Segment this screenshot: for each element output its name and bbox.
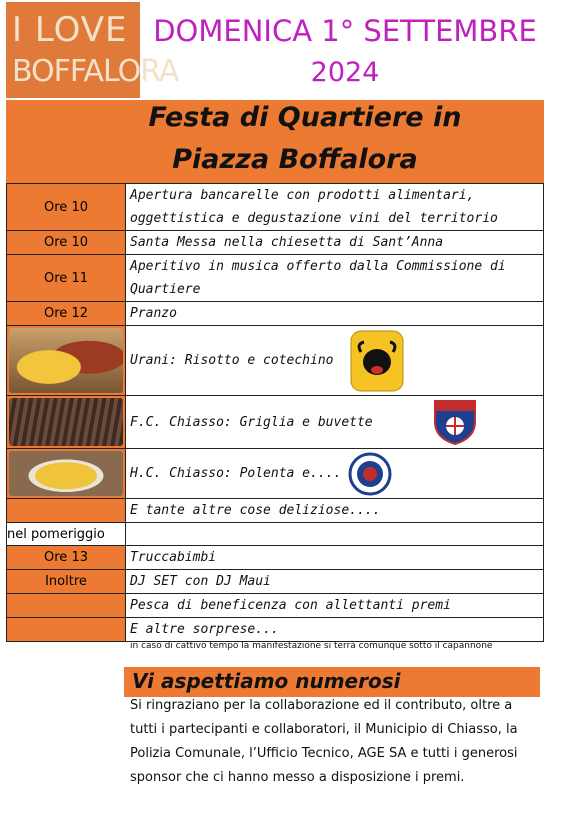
title-banner — [6, 100, 544, 183]
program-cell — [126, 449, 544, 499]
logo-line1: I LOVE — [12, 10, 128, 50]
polenta-photo — [7, 449, 126, 499]
program-row — [7, 396, 544, 449]
program-row — [7, 231, 544, 255]
program-row — [7, 499, 544, 523]
program-time: Ore 13 — [7, 546, 126, 570]
program-text: DJ SET con DJ Maui — [126, 570, 544, 594]
program-row — [7, 326, 544, 396]
event-date: DOMENICA 1° SETTEMBRE — [153, 14, 537, 48]
program-text: E tante altre cose deliziose.... — [126, 499, 544, 523]
program-text: Truccabimbi — [126, 546, 544, 570]
program-text: Urani: Risotto e cotechino — [130, 353, 334, 368]
program-row — [7, 449, 544, 499]
program-text: Pranzo — [126, 302, 544, 326]
title-line1: Festa di Quartiere in — [148, 102, 462, 133]
program-time: Ore 10 — [7, 184, 126, 231]
program-row — [7, 302, 544, 326]
program-text — [126, 523, 544, 546]
program-row — [7, 546, 544, 570]
program-cell — [126, 326, 544, 396]
program-row — [7, 618, 544, 642]
program-row — [7, 594, 544, 618]
gruppo-urani-bull-logo — [350, 330, 404, 392]
program-text: Santa Messa nella chiesetta di Sant’Anna — [126, 231, 544, 255]
hc-chiasso-lion-logo — [348, 452, 392, 496]
welcome-text: Vi aspettiamo numerosi — [132, 669, 401, 693]
title-line2: Piazza Boffalora — [172, 144, 418, 175]
program-time: Ore 11 — [7, 255, 126, 302]
welcome-banner — [124, 667, 540, 697]
program-row — [7, 255, 544, 302]
i-love-boffalora-logo — [6, 2, 179, 98]
program-time: Ore 12 — [7, 302, 126, 326]
program-text: Aperitivo in musica offerto dalla Commissione di Quartiere — [126, 255, 544, 302]
program-time — [7, 499, 126, 523]
fc-chiasso-crest — [432, 398, 478, 446]
program-time: Ore 10 — [7, 231, 126, 255]
program-text: Apertura bancarelle con prodotti alimentari, oggettistica e degustazione vini del territorio — [126, 184, 544, 231]
program-text: F.C. Chiasso: Griglia e buvette — [130, 414, 373, 430]
program-row — [7, 570, 544, 594]
thanks-paragraph: Si ringraziano per la collaborazione ed il contributo, oltre a tutti i partecipanti e collaboratori, il Municipio di Chiasso, la Polizia Comunale, l’Ufficio Tecnico, AGE SA e tutti i generosi sponsor che ci hanno messo a disposizione i premi. — [130, 698, 518, 785]
program-row — [7, 184, 544, 231]
risotto-cotechino-photo — [7, 326, 126, 396]
program-text: Pesca di beneficenza con allettanti premi — [126, 594, 544, 618]
program-time — [7, 618, 126, 642]
program-text: H.C. Chiasso: Polenta e.... — [130, 466, 342, 481]
program-row — [7, 523, 544, 546]
logo-line2: BOFFALORA — [12, 54, 179, 89]
program-time: Inoltre — [7, 570, 126, 594]
program-time — [7, 594, 126, 618]
program-time: nel pomeriggio — [7, 523, 126, 546]
event-year: 2024 — [310, 57, 380, 88]
program-text: E altre sorprese... — [126, 618, 544, 642]
weather-note: in caso di cattivo tempo la manifestazione si terrà comunque sotto il capannone — [130, 641, 493, 651]
grill-photo — [7, 396, 126, 449]
program-table — [6, 183, 544, 642]
program-cell — [126, 396, 544, 449]
